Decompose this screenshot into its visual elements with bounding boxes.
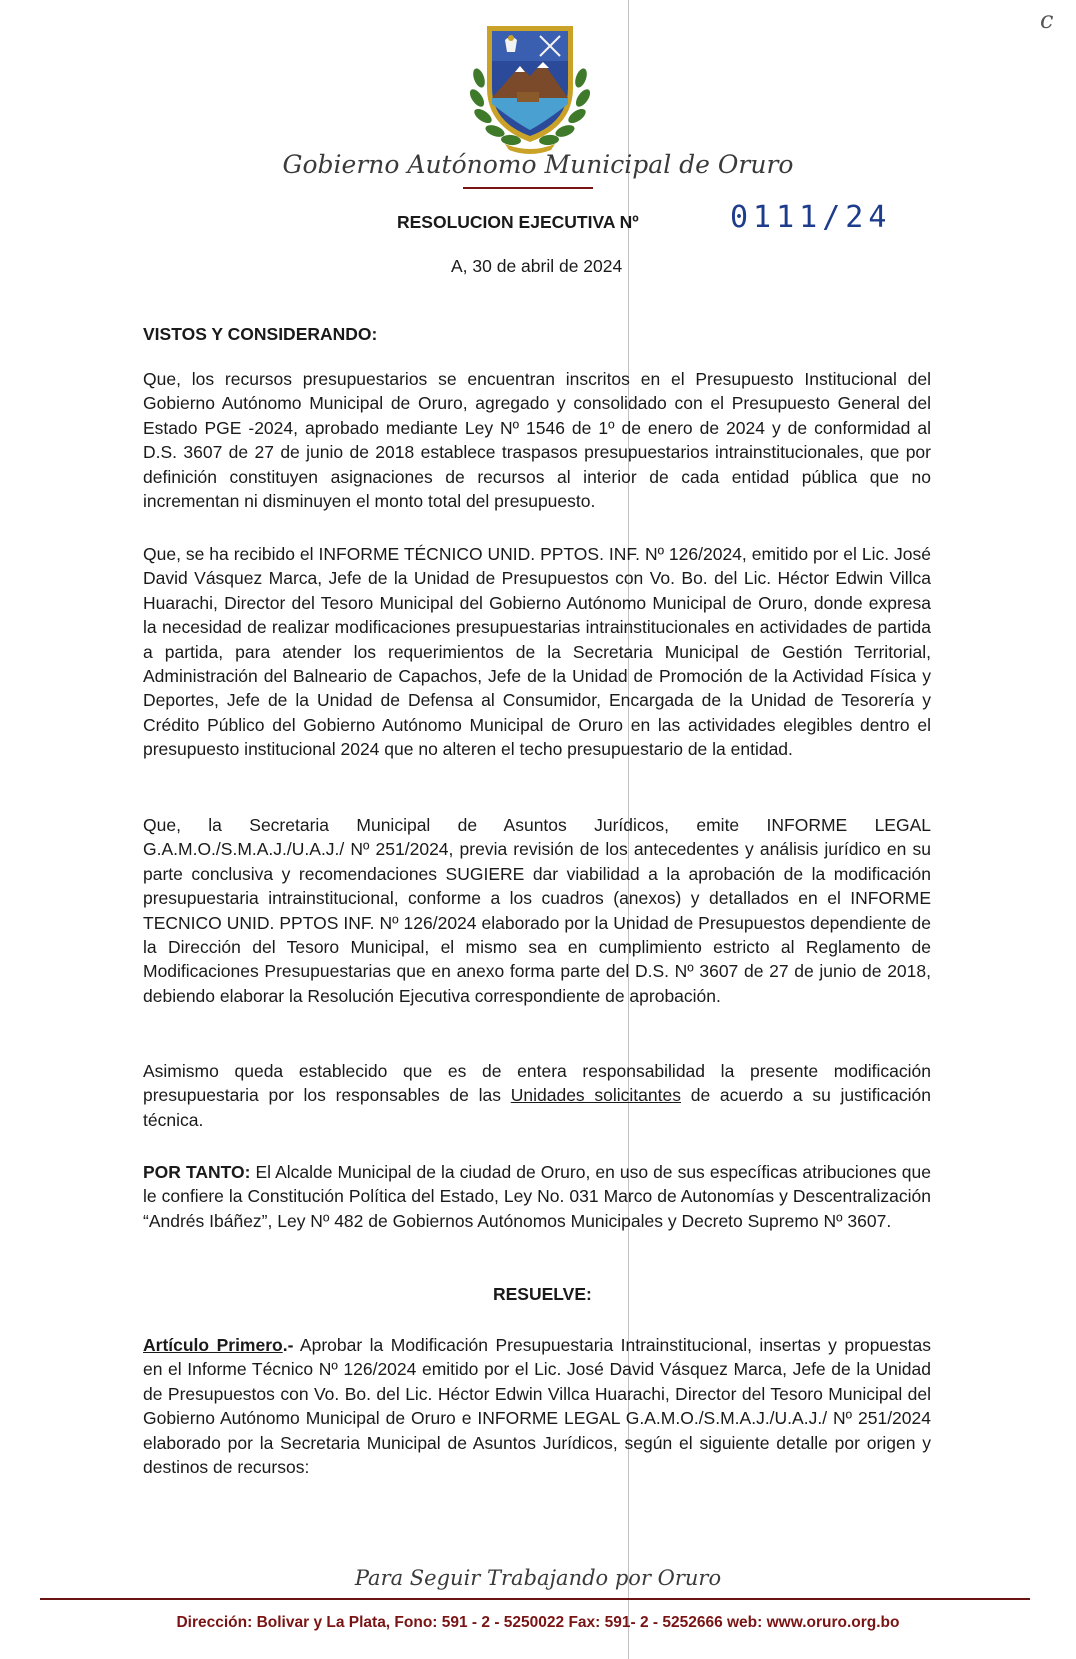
footer-divider xyxy=(40,1598,1030,1600)
underlined-units-text: Unidades solicitantes xyxy=(510,1085,681,1106)
organization-name: Gobierno Autónomo Municipal de Oruro xyxy=(282,150,794,179)
resolution-date: A, 30 de abril de 2024 xyxy=(451,256,623,276)
municipal-crest-logo xyxy=(465,18,595,158)
paragraph-3: Que, la Secretaria Municipal de Asuntos Jurídicos, emite INFORME LEGAL G.A.M.O./S.M.A.J./U.A.J./ Nº 251/2024, previa revisión de los antecedentes y análisis jurídico en su parte conclusiva y recomendaciones SUGIERE dar viabilidad a la aprobación de la modificación presupuestaria intrainstitucional, conforme a los cuadros (anexos) y detallados en el INFORME TECNICO UNID. PPTOS INF. Nº 126/2024 elaborado por la Unidad de Presupuestos dependiente de la Dirección del Tesoro Municipal, el mismo sea en cumplimiento estricto al Reglamento de Modificaciones Presupuestarias que en anexo forma parte del D.S. Nº 3607 de 27 de junio de 2018, debiendo elaborar la Resolución Ejecutiva correspondiente de aprobación. xyxy=(143,815,931,1006)
article-first-label-suffix: .- xyxy=(282,1335,294,1355)
paragraph-por-tanto xyxy=(143,1160,931,1233)
resuelve-heading: RESUELVE: xyxy=(493,1284,592,1304)
footer-address: Dirección: Bolivar y La Plata, Fono: 591 - 2 - 5250022 Fax: 591- 2 - 5252666 web: www.oruro.org.bo xyxy=(176,1614,900,1631)
paragraph-2: Que, se ha recibido el INFORME TÉCNICO UNID. PPTOS. INF. Nº 126/2024, emitido por el Lic. José David Vásquez Marca, Jefe de la Unidad de Presupuestos con Vo. Bo. del Lic. Héctor Edwin Villca Huarachi, Director del Tesoro Municipal del Gobierno Autónomo Municipal de Oruro, donde expresa la necesidad de realizar modificaciones presupuestarias intrainstitucionales en actividades de partida a partida, para atender los requerimientos de la Secretaria Municipal de Gestión Territorial, Administración del Balneario de Capachos, Jefe de la Unidad de Promoción de la Actividad Física y Deportes, Jefe de la Unidad de Defensa al Consumidor, Encargada de la Unidad de Tesorería y Crédito Público del Gobierno Autónomo Municipal de Oruro en las actividades elegibles dentro el presupuesto institucional 2024 que no alteren el techo presupuestario de la entidad. xyxy=(143,544,931,760)
resolution-number-stamp: 0111/24 xyxy=(730,200,892,235)
resolution-title: RESOLUCION EJECUTIVA Nº xyxy=(397,212,639,232)
por-tanto-label: POR TANTO: xyxy=(143,1162,251,1182)
footer-slogan: Para Seguir Trabajando por Oruro xyxy=(354,1566,722,1590)
paragraph-4-text-start: Asimismo queda establecido que es de entera responsabilidad la presente modificación presupuestaria por los responsables de las xyxy=(143,1061,931,1106)
article-first-paragraph xyxy=(143,1333,931,1479)
handwritten-corner-mark: c xyxy=(1040,6,1054,34)
article-first-text: Aprobar la Modificación Presupuestaria Intrainstitucional, insertas y propuestas en el Informe Técnico Nº 126/2024 emitido por el Lic. José David Vásquez Marca, Jefe de la Unidad de Presupuestos con Vo. Bo. del Lic. Héctor Edwin Villca Huarachi, Director del Tesoro Municipal del Gobierno Autónomo Municipal de Oruro e INFORME LEGAL G.A.M.O./S.M.A.J./U.A.J./ Nº 251/2024 elaborado por la Secretaria Municipal de Asuntos Jurídicos, según el siguiente detalle por origen y destinos de recursos: xyxy=(143,1335,931,1478)
article-first-label: Artículo Primero xyxy=(143,1335,283,1355)
por-tanto-text: El Alcalde Municipal de la ciudad de Oruro, en uso de sus específicas atribuciones que le confiere la Constitución Política del Estado, Ley No. 031 Marco de Autonomías y Descentralización “Andrés Ibáñez”, Ley Nº 482 de Gobiernos Autónomos Municipales y Decreto Supremo Nº 3607. xyxy=(143,1162,931,1231)
paragraph-4-text-end: de acuerdo a su justificación técnica. xyxy=(143,1085,931,1130)
paragraph-4 xyxy=(143,1059,931,1132)
paragraph-1: Que, los recursos presupuestarios se encuentran inscritos en el Presupuesto Institucional del Gobierno Autónomo Municipal de Oruro, agregado y consolidado con el Presupuesto General del Estado PGE -2024, aprobado mediante Ley Nº 1546 de 1º de enero de 2024 y de conformidad al D.S. 3607 de 27 de junio de 2018 establece traspasos presupuestarios intrainstitucionales, que por definición constituyen asignaciones de recursos al interior de cada entidad pública que no incrementan ni disminuyen el monto total del presupuesto. xyxy=(143,369,931,512)
section-title: VISTOS Y CONSIDERANDO: xyxy=(143,324,378,344)
organization-divider xyxy=(463,187,593,189)
